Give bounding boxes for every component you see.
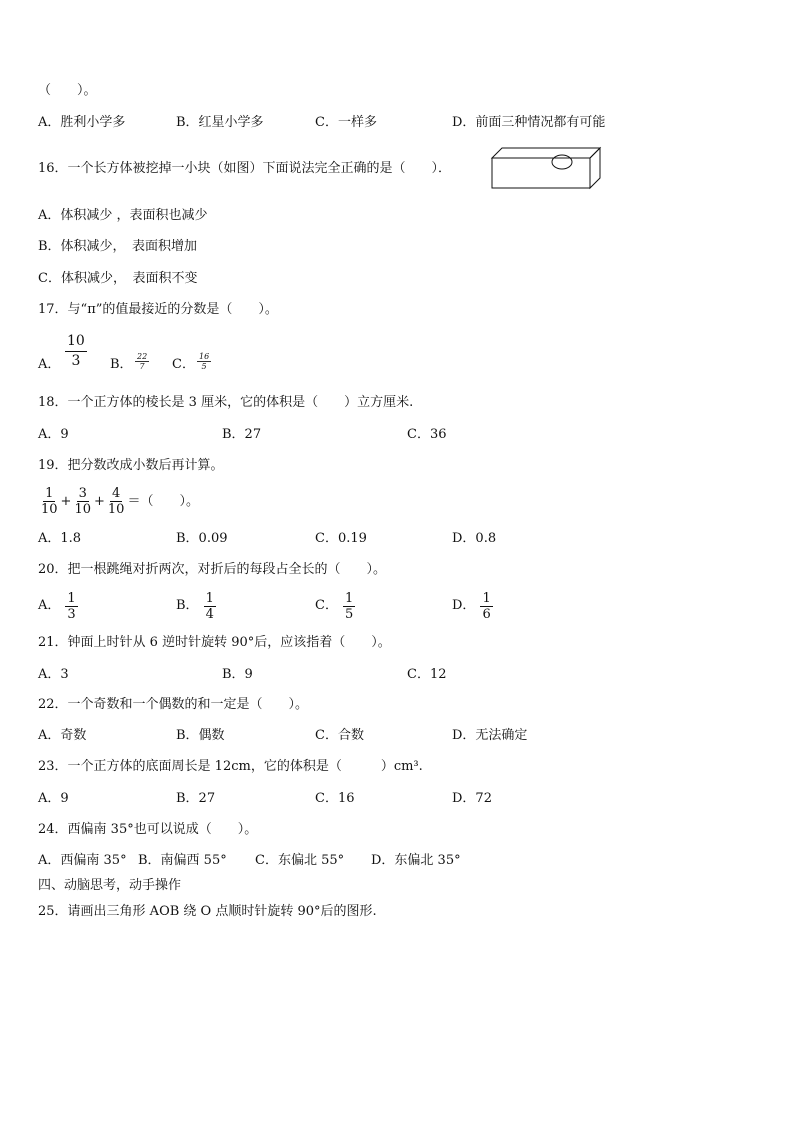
q24-option-a[interactable]: A．西偏南 35°: [38, 853, 127, 868]
q19-option-a[interactable]: A．1.8: [38, 531, 82, 546]
fraction-numerator: 10: [65, 332, 87, 352]
q16-option-c[interactable]: C．体积减少， 表面积不变: [38, 271, 198, 286]
fraction-denominator: 10: [74, 502, 91, 517]
q19-fraction-1: [39, 486, 60, 517]
q17-option-c-fraction[interactable]: [197, 352, 211, 371]
q19-expression-tail: ＝（ ）。: [127, 494, 199, 509]
q18-option-b[interactable]: B．27: [222, 427, 262, 442]
q19-fraction-2: [72, 486, 93, 517]
q20-option-c[interactable]: [315, 586, 356, 626]
q22-option-a[interactable]: A．奇数: [38, 728, 87, 743]
cut-hole: [552, 155, 572, 169]
section-4-heading: 四、动脑思考，动手操作: [38, 878, 182, 893]
q23-option-a[interactable]: A．9: [38, 791, 69, 806]
q19-option-c[interactable]: C．0.19: [315, 531, 367, 546]
q24-option-c[interactable]: C．东偏北 55°: [255, 853, 345, 868]
q18-option-a[interactable]: A．9: [38, 427, 69, 442]
q15-option-d[interactable]: D．前面三种情况都有可能: [452, 115, 606, 130]
fraction-denominator: 10: [41, 502, 58, 517]
fraction-denominator: 3: [71, 353, 81, 369]
plus-sign: +: [94, 494, 105, 509]
q24-stem: 24．西偏南 35°也可以说成（ ）。: [38, 822, 258, 837]
fraction-denominator: 5: [344, 606, 354, 622]
cuboid-figure: [490, 146, 602, 190]
q15-option-a[interactable]: A．胜利小学多: [38, 115, 126, 130]
q22-option-d[interactable]: D．无法确定: [452, 728, 528, 743]
fraction-denominator: 3: [67, 606, 76, 622]
fraction-numerator: 1: [344, 590, 354, 606]
q23-option-d[interactable]: D．72: [452, 791, 492, 806]
q25-stem: 25．请画出三角形 AOB 绕 O 点顺时针旋转 90°后的图形.: [38, 904, 377, 919]
q24-option-d[interactable]: D．东偏北 35°: [371, 853, 461, 868]
q22-stem: 22．一个奇数和一个偶数的和一定是（ ）。: [38, 697, 309, 712]
q17-option-c-label[interactable]: C．: [172, 357, 195, 372]
q19-fraction-3: [106, 486, 127, 517]
q17-option-b-fraction[interactable]: [135, 352, 149, 371]
q16-option-b[interactable]: B．体积减少， 表面积增加: [38, 239, 198, 254]
q19-expression: [38, 482, 199, 522]
fraction-denominator: 7: [139, 362, 145, 371]
q22-option-c[interactable]: C．合数: [315, 728, 364, 743]
fraction-denominator: 5: [201, 362, 207, 371]
q22-option-b[interactable]: B．偶数: [176, 728, 225, 743]
q17-stem: 17．与“π”的值最接近的分数是（ ）。: [38, 302, 278, 317]
q17-option-a-label[interactable]: A．: [38, 357, 61, 372]
fraction-numerator: 22: [137, 352, 148, 361]
option-label: D．: [452, 598, 476, 613]
q21-option-b[interactable]: B．9: [222, 667, 253, 682]
q15-option-c[interactable]: C．一样多: [315, 115, 377, 130]
q21-stem: 21．钟面上时针从 6 逆时针旋转 90°后，应该指着（ ）。: [38, 635, 391, 650]
q19-option-b[interactable]: B．0.09: [176, 531, 228, 546]
option-label: C．: [315, 598, 338, 613]
fraction-numerator: 1: [482, 590, 491, 606]
q19-option-d[interactable]: D．0.8: [452, 531, 497, 546]
q20-option-a[interactable]: [38, 586, 79, 626]
q20-option-d[interactable]: [452, 586, 494, 626]
plus-sign: +: [60, 494, 72, 509]
fraction-numerator: 3: [78, 486, 87, 501]
fraction-numerator: 1: [205, 590, 214, 606]
q15-option-b[interactable]: B．红星小学多: [176, 115, 264, 130]
fraction-numerator: 16: [199, 352, 210, 361]
q21-option-c[interactable]: C．12: [407, 667, 447, 682]
q18-option-c[interactable]: C．36: [407, 427, 447, 442]
q20-option-b[interactable]: [176, 586, 217, 626]
fraction-denominator: 6: [482, 606, 491, 622]
q19-stem: 19．把分数改成小数后再计算。: [38, 458, 224, 473]
q24-option-b[interactable]: B．南偏西 55°: [138, 853, 227, 868]
fraction-numerator: 4: [112, 486, 121, 501]
fraction-denominator: 4: [205, 606, 214, 622]
fraction-denominator: 10: [107, 502, 125, 517]
q20-stem: 20．把一根跳绳对折两次，对折后的每段占全长的（ ）。: [38, 562, 387, 577]
q16-stem: 16．一个长方体被挖掉一小块（如图）下面说法完全正确的是（ ）．: [38, 161, 452, 176]
option-label: A．: [38, 598, 61, 613]
q18-stem: 18．一个正方体的棱长是 3 厘米，它的体积是（ ）立方厘米.: [38, 395, 414, 410]
q17-option-b-label[interactable]: B．: [110, 357, 133, 372]
q21-option-a[interactable]: A．3: [38, 667, 69, 682]
q23-option-b[interactable]: B．27: [176, 791, 216, 806]
q23-option-c[interactable]: C．16: [315, 791, 355, 806]
q23-stem: 23．一个正方体的底面周长是 12cm，它的体积是（ ）cm³.: [38, 759, 423, 774]
fraction-numerator: 1: [45, 486, 54, 501]
fraction-numerator: 1: [67, 590, 76, 606]
q15-stem-tail: （ ）。: [38, 83, 97, 98]
q17-option-a-fraction[interactable]: [65, 332, 87, 371]
q16-option-a[interactable]: A．体积减少 ，表面积也减少: [38, 208, 208, 223]
option-label: B．: [176, 598, 199, 613]
